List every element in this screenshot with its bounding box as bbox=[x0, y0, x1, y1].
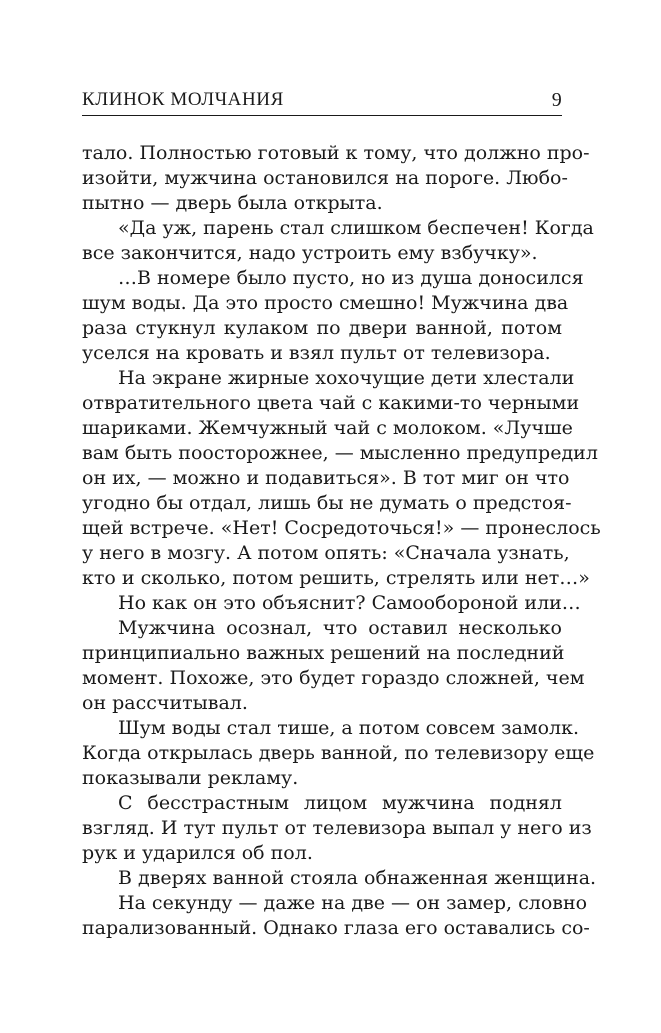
text-line: На экране жирные хохочущие дети хлестали bbox=[118, 367, 575, 389]
text-line: …В номере было пусто, но из душа доносился bbox=[118, 267, 584, 289]
text-line: раза стукнул кулаком по двери ванной, потом bbox=[82, 317, 562, 339]
text-line: Когда открылась дверь ванной, по телевизору еще bbox=[82, 742, 595, 764]
text-line: взгляд. И тут пульт от телевизора выпал у него из bbox=[82, 817, 592, 839]
text-line: тало. Полностью готовый к тому, что должно про- bbox=[82, 142, 590, 164]
text-line: щей встрече. «Нет! Сосредоточься!» — пронеслось bbox=[82, 517, 601, 539]
text-line: угодно бы отдал, лишь бы не думать о предстоя- bbox=[82, 492, 572, 514]
text-line: Но как он это объяснит? Самообороной или… bbox=[118, 592, 581, 614]
text-line: «Да уж, парень стал слишком беспечен! Когда bbox=[118, 217, 594, 239]
page-number: 9 bbox=[551, 89, 562, 111]
text-line: отвратительного цвета чай с какими-то черными bbox=[82, 392, 580, 414]
text-line: парализованный. Однако глаза его оставались со- bbox=[82, 917, 590, 939]
text-line: шум воды. Да это просто смешно! Мужчина два bbox=[82, 292, 569, 314]
text-line: показывали рекламу. bbox=[82, 767, 299, 789]
text-line: Мужчина осознал, что оставил несколько bbox=[118, 617, 562, 639]
book-page bbox=[82, 88, 601, 941]
text-line: шариками. Жемчужный чай с молоком. «Лучше bbox=[82, 417, 573, 439]
text-line: уселся на кровать и взял пульт от телевизора. bbox=[82, 342, 551, 364]
text-line: вам быть поосторожнее, — мысленно предупредил bbox=[82, 442, 598, 464]
text-line: С бесстрастным лицом мужчина поднял bbox=[118, 792, 562, 814]
text-line: принципиально важных решений на последний bbox=[82, 642, 565, 664]
text-line: у него в мозгу. А потом опять: «Сначала узнать, bbox=[82, 542, 570, 564]
text-line: момент. Похоже, это будет гораздо сложней, чем bbox=[82, 667, 585, 689]
text-line: он рассчитывал. bbox=[82, 692, 248, 714]
text-line: На секунду — даже на две — он замер, словно bbox=[118, 892, 588, 914]
text-line: В дверях ванной стояла обнаженная женщина. bbox=[118, 867, 597, 889]
text-line: изойти, мужчина остановился на пороге. Любо- bbox=[82, 167, 568, 189]
text-line: Шум воды стал тише, а потом совсем замолк. bbox=[118, 717, 580, 739]
text-line: кто и сколько, потом решить, стрелять или нет…» bbox=[82, 567, 590, 589]
body-text bbox=[82, 141, 601, 941]
text-line: все закончится, надо устроить ему взбучку». bbox=[82, 242, 538, 264]
text-line: пытно — дверь была открыта. bbox=[82, 192, 383, 214]
running-title: КЛИНОК МОЛЧАНИЯ bbox=[82, 89, 284, 110]
running-header bbox=[82, 88, 562, 116]
text-line: он их, — можно и подавиться». В тот миг он что bbox=[82, 467, 570, 489]
text-line: рук и ударился об пол. bbox=[82, 842, 313, 864]
